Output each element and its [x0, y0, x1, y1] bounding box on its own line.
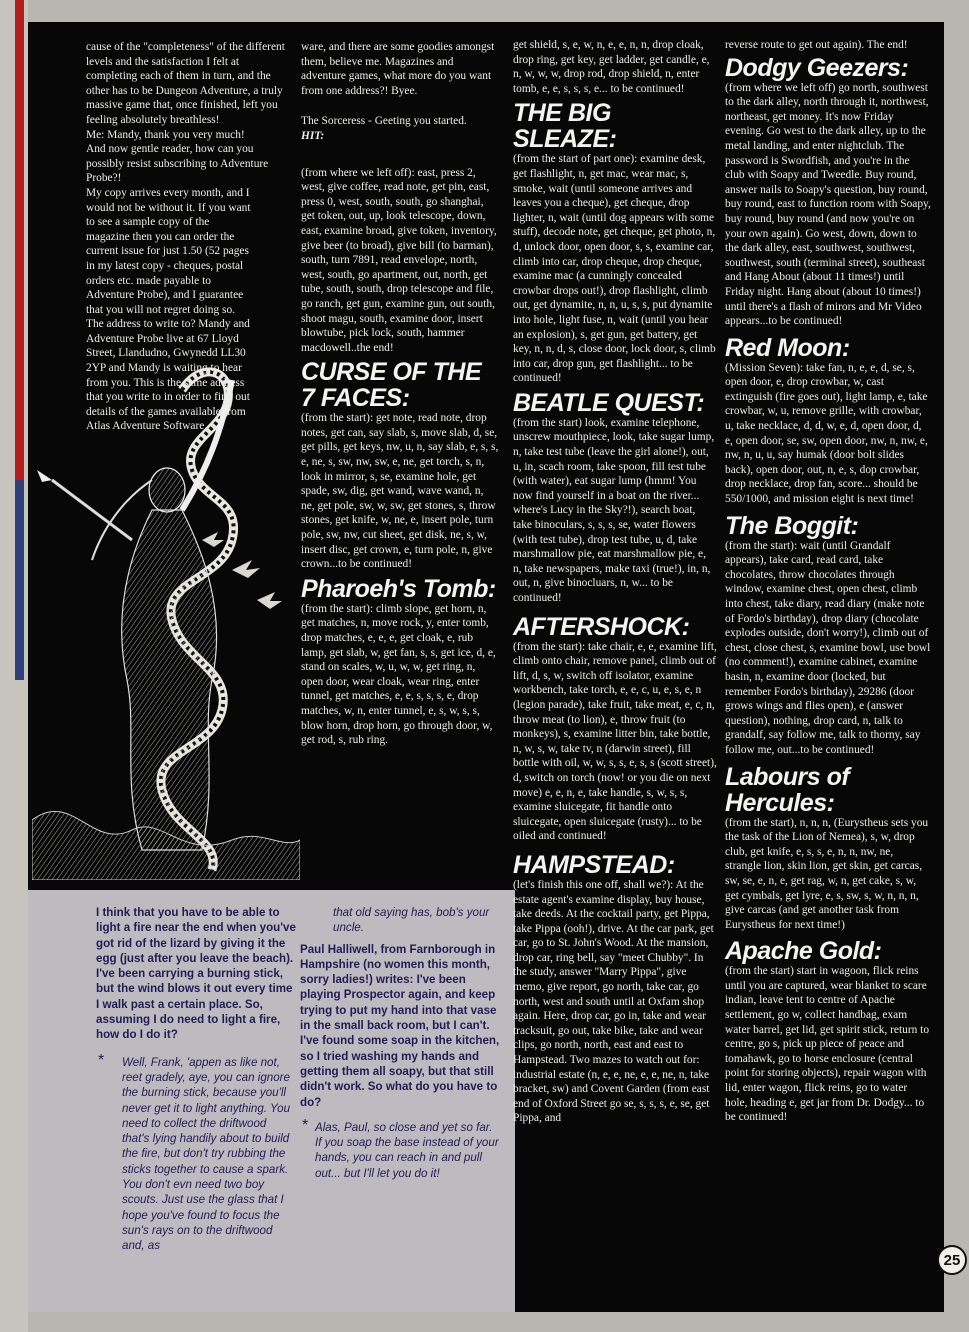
edge-blue-marker	[15, 480, 24, 680]
section-heading-dodgy-geezers: Dodgy Geezers:	[725, 53, 909, 82]
paragraph: cause of the "completeness" of the different levels and the satisfaction I felt at completing each of them in turn, and the other has to be Dungeon Adventure, a truly massive game that, once finished, left you feeling absolutely breathless!	[86, 41, 285, 126]
column-2	[301, 40, 499, 748]
paragraph: (from the start): climb slope, get horn, n, get matches, n, move rock, y, enter tomb, drop matches, e, e, e, get cloak, e, rub lamp, get slab, w, get fan, s, s, get ice, d, e, stand on scales, w, u, w, w, get ring, n, open door, wear cloak, wear ring, enter tunnel, get matches, e, e, s, s, s, e, drop matches, w, n, enter tunnel, e, s, w, s, s, blow horn, drop horn, go through door, w, get rod, s, rub ring.	[301, 602, 496, 747]
section-heading-curse: CURSE OF THE 7 FACES:	[301, 358, 482, 413]
paragraph: (from the start) look, examine telephone, unscrew mouthpiece, look, take sugar lump, n, take test tube (leave the girl alone!), out, u, in, scach room, take spoon, fill test tube (with water), eat sugar lump (hmm! You now find yourself in a boat on the river... where's Lucy in the Sky?!), search boat, take binoculars, s, s, s, se, water flowers (with test tube), drop test tube, u, d, take marshmallow pie, eat marshmallow pie, e, n, take newspapers, make taxi (true!), in, n, out, n, give binocluars, n, w... to be continued!	[513, 416, 715, 604]
section-heading-labours: Labours of Hercules:	[725, 762, 850, 817]
section-heading-aftershock: AFTERSHOCK:	[513, 612, 690, 641]
reply-frank	[96, 1051, 296, 1254]
column-1	[86, 40, 286, 434]
section-heading-pharoeh: Pharoeh's Tomb:	[301, 574, 496, 603]
paragraph: (let's finish this one off, shall we?): At the estate agent's examine display, buy house, take deeds. At the cocktail party, get Pippa, take Pippa (ooh!), drive. At the car park, get car, go to St. John's Wood. At the mansion, drop car, ring bell, say "meet Chubby". In the study, answer "Marry Pippa", give memo, give report, go north, take car, go north, west and south until at Oxfam shop again. Here, drop car, go in, take and wear tracksuit, go out, take bike, take and wear clips, go north, north, east and east to Hampstead. Two mazes to watch out for: industrial estate (n, e, e, ne, e, e, ne, n, take bracket, sw) and Covent Garden (from east end of Oxford Street go se, s, s, s, e, se, get Pippa, and	[513, 878, 714, 1125]
reply-text: Well, Frank, 'appen as like not, reet gradely, aye, you can ignore the burning stick, because you'll never get it to light anything. You need to collect the driftwood that's lying handily about to build the fire, but don't try rubbing the sticks together to cause a spark. You don't evn need two boy scouts. Just use the glass that I hope you've found to focus the sun's rays on to the driftwood and, as	[122, 1055, 291, 1253]
asterisk-icon: *	[98, 1051, 105, 1069]
paragraph: (from the start), n, n, n, (Eurystheus sets you the task of the Lion of Nemea), s, w, drop club, get knife, e, s, s, e, n, n, nw, ne, strangle lion, skin lion, get skin, get carcas, sw, se, e, n, e, get rag, w, n, get cake, s, w, get cymbals, get lyre, e, s, sw, s, w, n, n, n, give carcas (and get another task from Eurystheus for next time!)	[725, 816, 929, 931]
paragraph: Me: Mandy, thank you very much!	[86, 128, 245, 141]
section-heading-red-moon: Red Moon:	[725, 333, 850, 362]
paragraph: (from where we left off) go north, southwest to the dark alley, north through it, northwest, northeast, get money. It's now Friday evening. Go west to the dark alley, up to the metal landing, and enter nightclub. The password is Swordfish, and you're in the club with Soapy and Tweedle. Buy round, answer nails to Soapy's question, buy round, buy round, east to function room with Soapy, buy round, buy round (and now you're on your own again). Go west, down, down to the dark alley, east, southwest, southwest, southwest, south (terminal street), southeast and Hang About (about 11 times!) until Friday night. Hang about (about 10 times!) until there's a flash of mirors and Mr Video appears...to be continued!	[725, 81, 931, 328]
asterisk-icon: *	[302, 1116, 309, 1134]
game-title-sorceress: The Sorceress - Geeting you started.	[301, 115, 467, 128]
paragraph: (from the start of part one): examine desk, get flashlight, n, get mac, wear mac, s, smoke, wait (until someone arrives and leaves you a cheque), get cheque, drop lighter, n, wait (until dog appears with some stuff), decode note, get cheque, get photo, n, d, unlock door, open door, s, s, examine car, climb into car, drop cheque, drop cheque, examine mac (a cunningly concealed crowbar drops out!), drop flashlight, climb out, get dynamite, n, n, u, s, s, put dynamite into hole, light fuse, n, wait (until you hear an explosion), s, get gun, get battery, get key, n, n, d, s, close door, lock door, s, climb into car, drop gun, get flashlight... to be continued!	[513, 153, 716, 385]
letters-column-1	[96, 905, 296, 1254]
section-heading-big-sleaze: THE BIG SLEAZE:	[513, 99, 617, 154]
reply-paul	[300, 1116, 500, 1181]
column-4	[725, 38, 931, 1125]
paragraph: (from the start): get note, read note, drop notes, get can, say slab, s, move slab, d, se, get pills, get keys, nw, u, n, say slab, e, s, s, e, ne, s, sw, nw, sw, e, ne, get torch, s, n, look in mirror, s, se, examine hole, get spade, sw, dig, get wand, wave wand, n, ne, get pole, sw, w, sw, get stones, s, throw stones, get knife, w, ne, e, insert pole, turn pole, sw, nw, cut sheet, get disk, ne, s, w, insert disc, get crown, e, turn pole, n, give crown...to be continued!	[301, 412, 499, 571]
section-heading-beatle-quest: BEATLE QUEST:	[513, 388, 705, 417]
edge-red-marker	[15, 0, 24, 480]
reply-continuation: that old saying has, bob's your uncle.	[333, 906, 490, 935]
paragraph: And now gentle reader, how can you possibly resist subscribing to Adventure Probe?!	[86, 143, 269, 185]
letter-paul: Paul Halliwell, from Farnborough in Hampshire (no women this month, sorry ladies!) writes: I've been playing Prospector again, and keep trying to put my hand into that vase in the small back room, but I can't. I've found some soap in the kitchen, so I tried washing my hands and getting them all soapy, but that still didn't work. So what do you have to do?	[300, 942, 500, 1109]
letter-frank: I think that you have to be able to light a fire near the end when you've got rid of the lizard by giving it the egg (just after you leave the beach). I've been carrying a burning stick, but the wind blows it out every time I walk past a certain place. So, assuming I do need to light a fire, how do I do it?	[96, 906, 296, 1042]
paragraph: reverse route to get out again). The end!	[725, 39, 908, 51]
paragraph: (from the start): take chair, e, e, examine lift, climb onto chair, remove panel, climb out of lift, d, s, w, switch off isolator, examine workbench, take torch, e, e, c, u, e, s, e, n (legion parade), take fruit, take meat, e, c, n, throw meat (to lion), e, throw fruit (to monkeys), s, examine litter bin, take bottle, n, w, s, w, take tv, n (darwin street), fill bottle with oil, w, w, s, s, e, s, s (scott street), d, switch on torch (now! or you die on next move) e, e, n, e, take handle, s, w, s, s, examine sluicegate, fit handle onto sluicegate, open sluicegate (rusty)... to be oiled and continued!	[513, 640, 717, 843]
paragraph: ware, and there are some goodies amongst them, believe me. Magazines and adventure games, what more do you want from one address?! Byee.	[301, 41, 495, 97]
section-heading-boggit: The Boggit:	[725, 511, 859, 540]
hit-label: HIT:	[301, 129, 325, 142]
paragraph: (from where we left off): east, press 2, west, give coffee, read note, get pin, east, press 0, west, south, south, go shanghai, get token, out, up, look telescope, down, east, examine broad, give token, inventory, give beer (to broad), give bill (to barman), south, turn 7891, read envelope, north, west, south, go apartment, out, north, get tube, south, south, drop telescope and file, go ranch, get gun, examine gun, out south, shoot magu, south, examine door, insert blowtube, pick lock, south, hammer macdowell..the end!	[301, 166, 497, 354]
paragraph: (from the start): wait (until Grandalf appears), take card, read card, take chocolates, throw chocolates through window, examine chest, open chest, climb into chest, take diary, read diary (make note of Fordo's birthday), drop diary (chocolate explodes outside, don't worry!), climb out of chest, close chest, s, examine bowl, use bowl (no comment!), examine cabinet, examine basin, n, examine door (locked, but remember Fordo's birthday), 29286 (door grows wings and flies open), e (answer question), nothing, drop card, n, talk to grandalf, say follow me, talk to thorny, say follow me, out...to be continued!	[725, 539, 931, 756]
paragraph: My copy arrives every month, and I would not be without it. If you want to see a sample copy of the magazine then you can order the current issue for just 1.50 (52 pages in my latest copy - cheques, postal orders etc. made payable to Adventure Probe), and I guarantee that you will not regret doing so. The address to write to? Mandy and Adventure Probe live at 67 Lloyd Street, Llandudno, Gwynedd LL30 2YP and Mandy is waiting to hear from you. This is the same address that you write to in order to find out details of the games available from Atlas Adventure Software.	[86, 186, 251, 433]
column-3	[513, 38, 717, 1126]
reply-text: Alas, Paul, so close and yet so far. If you soap the base instead of your hands, you can reach in and pull out... but I'll let you do it!	[315, 1120, 499, 1180]
section-heading-apache-gold: Apache Gold:	[725, 937, 882, 966]
paragraph: (Mission Seven): take fan, n, e, e, d, se, s, open door, e, drop crowbar, w, cast extinguish (fire goes out), light lamp, e, take crowbar, w, u, remove grille, with crowbar, u, take necklace, d, d, w, e, d, open door, d, e, open door, se, sw, open door, nw, n, nw, e, nw, n, u, u, say humak (door bolt slides back), open door, out, n, e, s, dop crowbar, drop necklace, drop fan, score... should be 550/1000, and mission eight is next time!	[725, 361, 928, 506]
paragraph: (from the start) start in wagoon, flick reins until you are captured, wear blanket to scare indian, leave tent to centre of Apache settlement, go w, collect handbag, exam water barrel, get lid, get spirit stick, return to centre, go s, pick up piece of peace and tomahawk, go to horse enclosure (central point for storing objects), repair wagon with lid, enter wagon, flick reins, go to water hole, heading e, get jar from Dr. Dodgy... to be continued!	[725, 965, 930, 1124]
section-heading-hampstead: HAMPSTEAD:	[513, 850, 675, 879]
letters-column-2	[300, 905, 500, 1181]
page-number: 25	[937, 1245, 967, 1275]
paragraph: get shield, s, e, w, n, e, e, n, n, drop cloak, drop ring, get key, get ladder, get candle, e, n, w, w, w, drop rod, drop shield, n, enter tomb, e, e, s, s, s, e... to be continued!	[513, 39, 710, 95]
paragraph	[301, 114, 499, 143]
